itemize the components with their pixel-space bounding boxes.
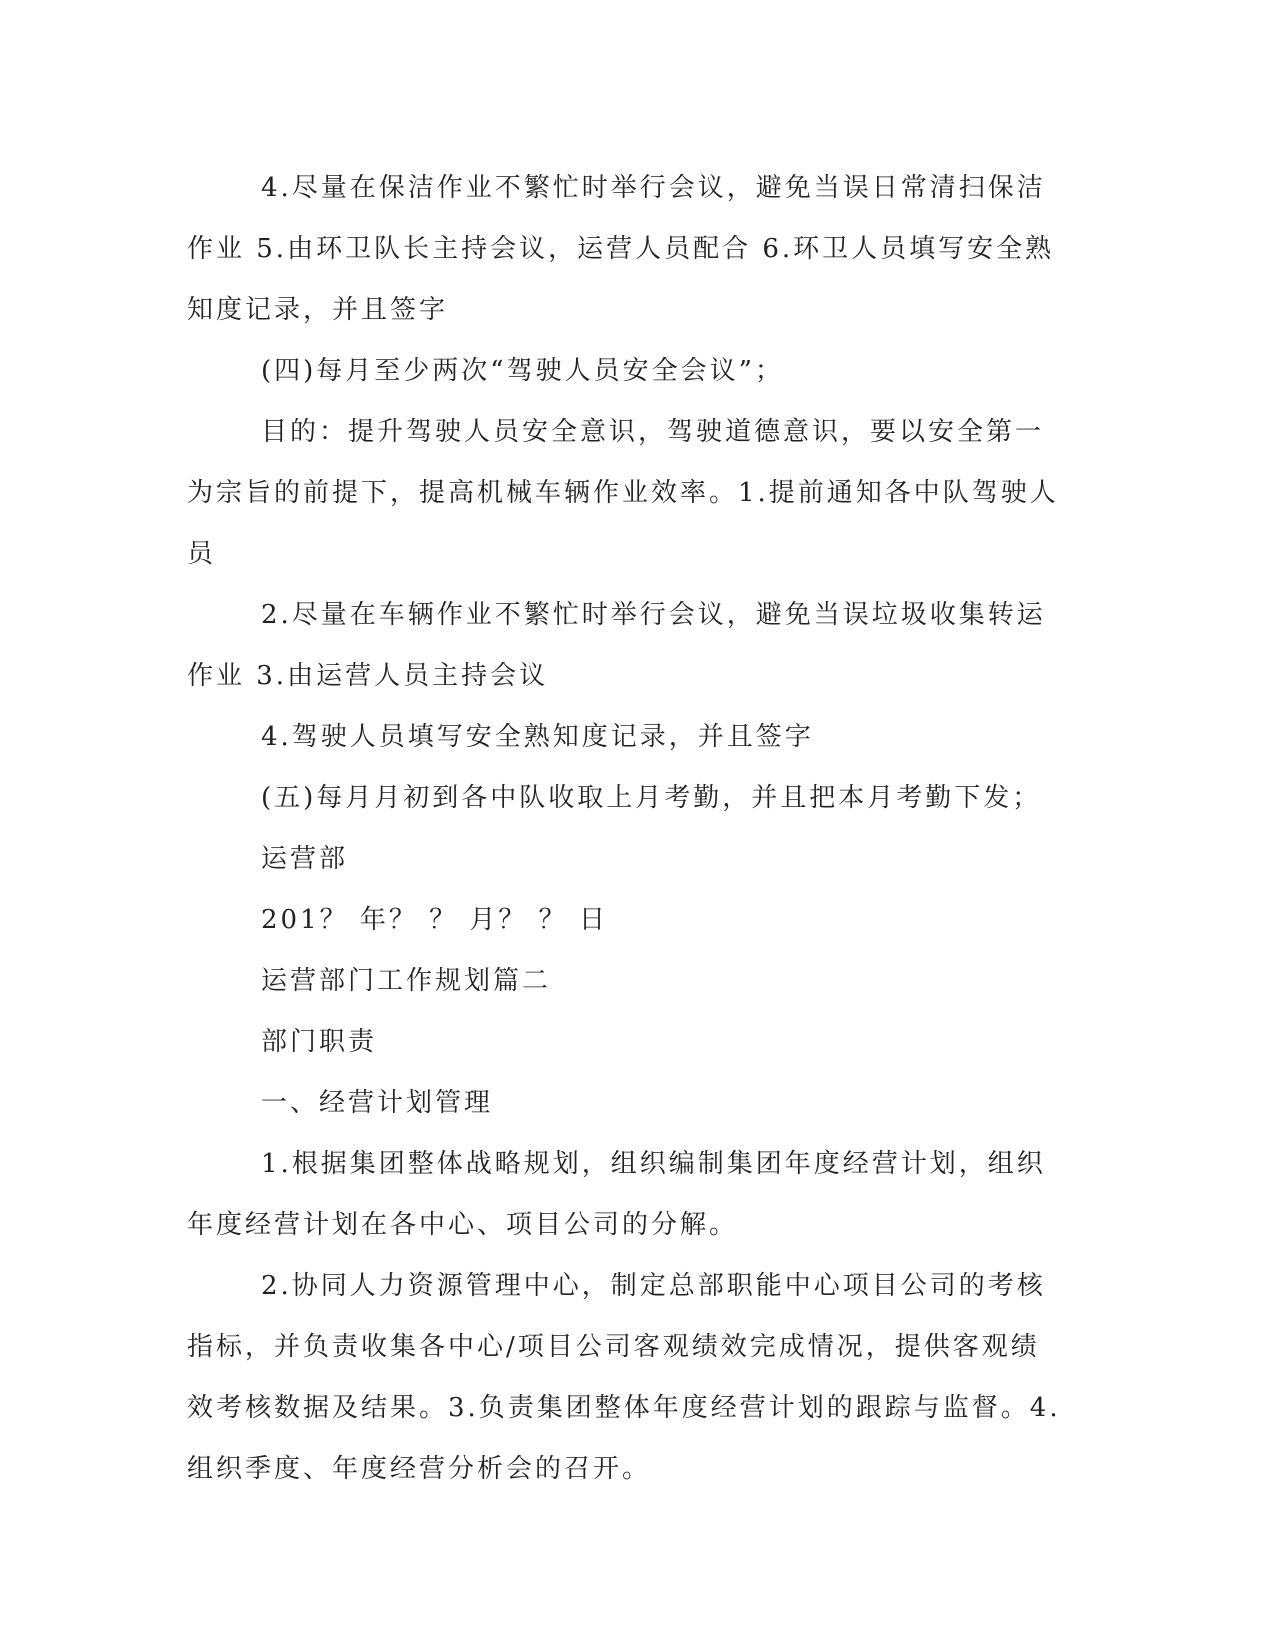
- paragraph-plan-item-1: 1.根据集团整体战略规划，组织编制集团年度经营计划，组织年度经营计划在各中心、项目公司的分解。: [187, 1149, 1046, 1240]
- document-body: [187, 158, 1067, 1500]
- paragraph-driver-record: 4.驾驶人员填写安全熟知度记录，并且签字: [261, 722, 814, 752]
- paragraph-driver-meeting-steps: 2.尽量在车辆作业不繁忙时举行会议，避免当误垃圾收集转运作业 3.由运营人员主持会议: [187, 600, 1046, 691]
- signature-date: 201？ 年？ ？ 月？ ？ 日: [261, 905, 608, 935]
- section-title: 运营部门工作规划篇二: [261, 966, 552, 996]
- section-heading-duties: 部门职责: [261, 1027, 378, 1057]
- subsection-heading-plan-management: 一、经营计划管理: [261, 1088, 494, 1118]
- paragraph-driver-meeting-purpose: 目的：提升驾驶人员安全意识，驾驶道德意识，要以安全第一为宗旨的前提下，提高机械车辆作业效率。1.提前通知各中队驾驶人员: [187, 417, 1059, 569]
- paragraph-meeting-steps: 4.尽量在保洁作业不繁忙时举行会议，避免当误日常清扫保洁作业 5.由环卫队长主持会议，运营人员配合 6.环卫人员填写安全熟知度记录，并且签字: [187, 173, 1055, 325]
- paragraph-driver-meeting-heading: (四)每月至少两次“驾驶人员安全会议”；: [261, 356, 784, 386]
- signature-department: 运营部: [261, 844, 349, 874]
- paragraph-plan-items-2-4: 2.协同人力资源管理中心，制定总部职能中心项目公司的考核指标，并负责收集各中心/项目公司客观绩效完成情况，提供客观绩效考核数据及结果。3.负责集团整体年度经营计划的跟踪与监督。4.组织季度、年度经营分析会的召开。: [187, 1271, 1061, 1484]
- paragraph-attendance: (五)每月月初到各中队收取上月考勤，并且把本月考勤下发；: [261, 783, 1042, 813]
